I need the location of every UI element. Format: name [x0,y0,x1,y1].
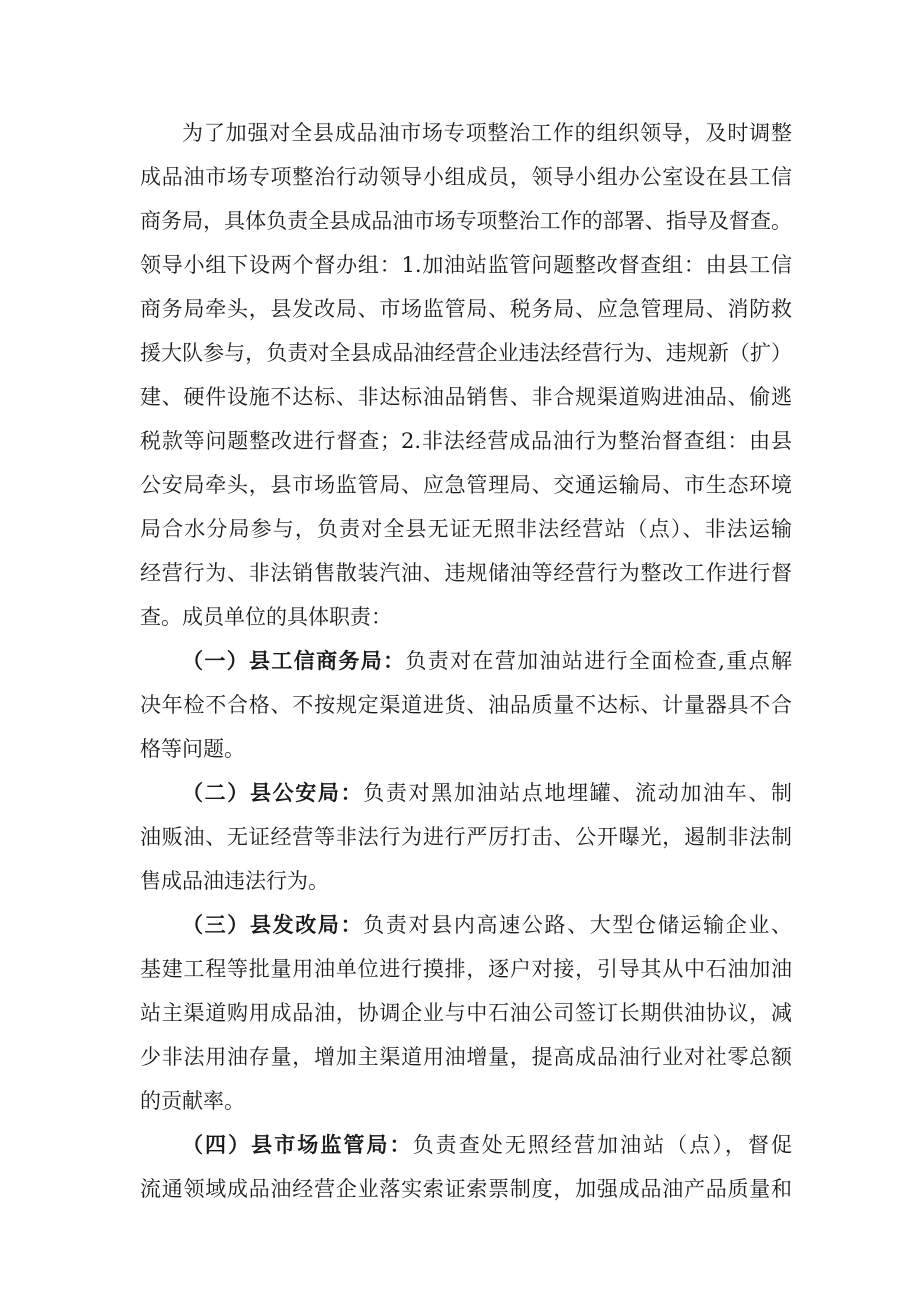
text-line: 为了加强对全县成品油市场专项整治工作的组织领导，及时调整 [182,121,792,145]
text-line: 成品油市场专项整治行动领导小组成员，领导小组办公室设在县工信 [140,165,792,189]
text-line: 税款等问题整改进行督查；2.非法经营成品油行为整治督查组：由县 [140,429,792,453]
text-line: 查。成员单位的具体职责： [140,605,392,629]
section-first-line [182,1130,792,1160]
section-text: 负责对县内高速公路、大型仓储运输企业、 [363,913,792,937]
text-line: 的贡献率。 [140,1089,245,1113]
section-text: 负责对在营加油站进行全面检查,重点解 [405,649,792,673]
text-line: 格等问题。 [140,737,245,761]
text-line: 站主渠道购用成品油，协调企业与中石油公司签订长期供油协议，减 [140,1001,792,1025]
text-line: 决年检不合格、不按规定渠道进货、油品质量不达标、计量器具不合 [140,693,792,717]
section-text: 负责对黑加油站点地埋罐、流动加油车、制 [363,781,792,805]
text-line: 援大队参与，负责对全县成品油经营企业违法经营行为、违规新（扩） [140,341,792,365]
text-line: 局合水分局参与，负责对全县无证无照非法经营站（点）、非法运输 [140,517,792,541]
text-line: 商务局，具体负责全县成品油市场专项整治工作的部署、指导及督查。 [140,209,792,233]
section-first-line [182,646,792,676]
text-line: 公安局牵头，县市场监管局、应急管理局、交通运输局、市生态环境 [140,473,792,497]
section-heading-market-supervision: （四）县市场监管局： [182,1133,413,1157]
text-line: 建、硬件设施不达标、非达标油品销售、非合规渠道购进油品、偷逃 [140,385,792,409]
text-line: 经营行为、非法销售散装汽油、违规储油等经营行为整改工作进行督 [140,561,792,585]
section-first-line [182,910,792,940]
section-heading-development-reform: （三）县发改局： [182,913,364,937]
text-line: 领导小组下设两个督办组：1.加油站监管问题整改督查组：由县工信 [140,253,792,277]
text-line: 油贩油、无证经营等非法行为进行严厉打击、公开曝光，遏制非法制 [140,825,792,849]
text-line: 售成品油违法行为。 [140,869,329,893]
text-line: 商务局牵头，县发改局、市场监管局、税务局、应急管理局、消防救 [140,297,792,321]
text-line: 基建工程等批量用油单位进行摸排，逐户对接，引导其从中石油加油 [140,957,792,981]
section-heading-industry-commerce: （一）县工信商务局： [182,649,406,673]
section-first-line [182,778,792,808]
text-line: 流通领域成品油经营企业落实索证索票制度，加强成品油产品质量和 [140,1177,792,1201]
text-line: 少非法用油存量，增加主渠道用油增量，提高成品油行业对社零总额 [140,1045,792,1069]
section-heading-public-security: （二）县公安局： [182,781,364,805]
section-text: 负责查处无照经营加油站（点），督促 [412,1133,792,1157]
